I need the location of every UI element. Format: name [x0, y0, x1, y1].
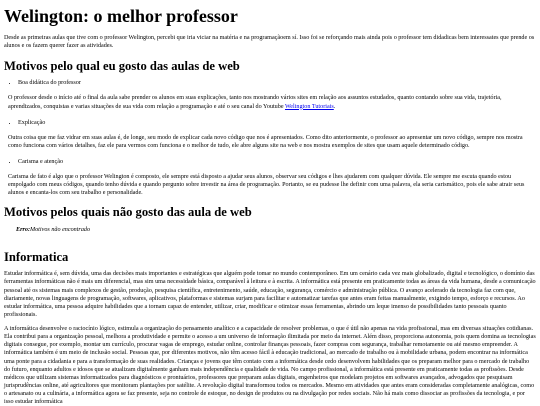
list-item: [8, 119, 536, 150]
item-text: [8, 94, 536, 110]
item-text-after: .: [333, 103, 336, 110]
dislikes-heading: Motivos pelos quais não gosto das aula de web: [4, 205, 252, 220]
youtube-channel-link[interactable]: Welington Tutoriais: [284, 103, 334, 110]
item-text-before: O professor desde o início até o final da aula sabe prender os alunos em suas explicações, tanto nos mostrando vários sites em relação aos assuntos estudados, quanto contando sobre sua vida, trajetória, aprendizados, conquistas e varias situações de sua vida com relação a programação e até o seu canal do Youtube: [8, 95, 502, 110]
error-label: Erro:: [16, 226, 30, 233]
intro-paragraph: Desde as primeiras aulas que tive com o professor Welington, percebi que iria viciar na matéria e na programaçãoem sí. Isso foi se reforçando mais ainda pois o professor tem didadicas bem interessates que prende os alunos e os fazem querer fazer as atividades.: [4, 34, 535, 49]
error-message: [16, 226, 536, 234]
item-title: • Explicação: [18, 119, 46, 126]
item-title: • Boa didática do professor: [18, 80, 81, 87]
likes-list: [4, 79, 536, 197]
informatica-paragraph: A informática desenvolve o raciocínio lógico, estimula a organização do pensamento analítico e a capacidade de resolver problemas, o que é útil não apenas na vida profissional, mas em diversas situações cotidianas. Ela contribui para a organização pessoal, melhora a produtividade e permite o acesso a um universo de informação ilimitada por meio da internet. Além disso, proporciona autonomia, pois quem domina as tecnologias digitais consegue, por exemplo, montar um currículo, procurar vagas de emprego, estudar online, controlar finanças pessoais, fazer compras com segurança, trabalhar remotamente ou até mesmo empreender. A informática também é um meio de inclusão social. Pessoas que, por diferentes motivos, não têm acesso fácil à educação tradicional, ao mercado de trabalho ou à mobilidade urbana, podem encontrar na informática uma ponte para a cidadania e para a transformação de suas realidades. Crianças e jovens que têm contato com a informática desde cedo desenvolvem habilidades que os preparam melhor para o mercado de trabalho do futuro, enquanto adultos e idosos que se atualizam digitalmente ganham mais independência e qualidade de vida. No campo profissional, a informática está presente em praticamente todas as profissões. Desde médicos que utilizam sistemas informatizados para diagnósticos e prontuários, professores que preparam aulas digitais, engenheiros que modelam projetos em softwares avançados, advogados que pesquisam jurisprudências online, até agricultores que monitoram plantações por satélite. A revolução digital transformou todos os mercados. Mesmo em atividades que antes eram consideradas completamente analógicas, como o artesanato ou a culinária, a informática agora se faz presente, seja no controle de estoque, no design de produtos ou na divulgação por redes sociais. Não há mais como dissociar as profissões da tecnologia, e por isso estudar informática: [4, 326, 536, 406]
informatica-heading: Informatica: [4, 249, 69, 264]
list-item: [8, 158, 536, 197]
item-text: Outra coisa que me faz vidrar em suas aulas é, de longe, seu modo de explicar cada novo código que nos é apresentados. Como dito anteriormente, o professor ao apresentar um novo código, sempre nos mostra como funciona com vários detalhes, faz ele para vermos com funciona e o melhor de tudo, ele abre alguns site na web e nos mostra exemplos de sites que usam aquele determinado código.: [8, 134, 523, 149]
page-title: Welington: o melhor professor: [4, 6, 238, 26]
list-item: [8, 79, 536, 110]
item-title: • Carisma e atenção: [18, 158, 64, 165]
informatica-paragraph: Estudar informática é, sem dúvida, uma das decisões mais importantes e estratégicas que alguém pode tomar no mundo contemporâneo. Em um cenário cada vez mais globalizado, digital e tecnológico, o domínio das ferramentas informáticas não é mais um diferencial, mas sim uma necessidade básica, comparável à leitura e à escrita. A informática está presente em praticamente todas as áreas da vida humana, desde a comunicação pessoal até os sistemas mais complexos de gestão, produção, pesquisa científica, entretenimento, saúde, educação, segurança, comércio e administração pública. O avanço acelerado da tecnologia faz com que, diariamente, novas linguagens de programação, softwares, aplicativos, plataformas e sistemas surjam para facilitar e automatizar tarefas que antes eram feitas manualmente, exigindo tempo, esforço e recursos. Ao estudar informática, uma pessoa adquire habilidades que a tornam capaz de entender, utilizar, criar, modificar e otimizar essas ferramentas, abrindo um leque imenso de possibilidades tanto pessoais quanto profissionais.: [4, 271, 536, 318]
item-text: Carisma de fato é algo que o professor Welington é composto, ele sempre está disposto a ajudar seus alunos, observar seu códigos e lhes ajudarem com qualquer dúvida. Ele sempre me escuta quando estou empolgado com meus códigos, quando tenho dúvida e quando pergunto sobre investir na área de programação. Portanto, se eu pudesse lhe definir com uma palavra, ela seria carismático, pois ele sabe atrair seus alunos e encanta-los com seu trabalho e personalidade.: [8, 173, 525, 197]
likes-heading: Motivos pelo qual eu gosto das aulas de web: [4, 58, 240, 73]
error-text: Motivos não encontrado: [30, 226, 91, 233]
